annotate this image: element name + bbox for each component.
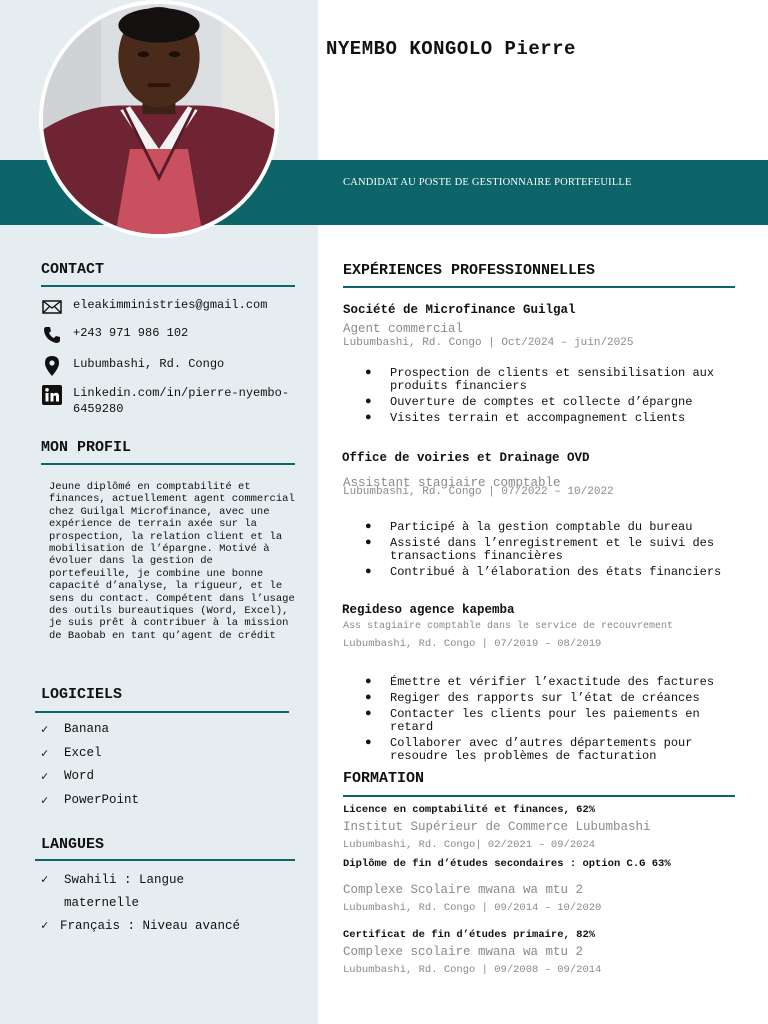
list-item: ● Émettre et vérifier l’exactitude des factures (365, 675, 715, 689)
education-school: Complexe Scolaire mwana wa mtu 2 (343, 883, 584, 897)
check-icon: ✓ (41, 793, 49, 808)
check-icon: ✓ (41, 770, 49, 784)
job-tasks (365, 521, 745, 582)
profile-heading: MON PROFIL (41, 439, 132, 456)
experience-heading: EXPÉRIENCES PROFESSIONNELLES (343, 262, 596, 279)
education-meta: Lubumbashi, Rd. Congo| 02/2021 – 09/2024 (343, 839, 596, 851)
candidate-name: NYEMBO KONGOLO Pierre (326, 38, 576, 60)
phone-icon (41, 325, 63, 345)
job-meta: Lubumbashi, Rd. Congo | 07/2019 – 08/2019 (343, 638, 602, 650)
contact-location-text: Lubumbashi, Rd. Congo (73, 357, 225, 371)
contact-phone[interactable] (41, 325, 293, 345)
contact-divider (41, 285, 295, 287)
contact-email-text: eleakimministries@gmail.com (73, 298, 268, 312)
check-icon: ✓ (41, 723, 49, 737)
languages-heading: LANGUES (41, 836, 105, 853)
education-heading: FORMATION (343, 770, 425, 787)
contact-linkedin[interactable] (41, 385, 293, 417)
list-item: ● Contribué à l’élaboration des états financiers (365, 565, 722, 579)
job-role: Ass stagiaire comptable dans le service de recouvrement (343, 621, 674, 632)
contact-location (41, 356, 293, 376)
job-target-subtitle: CANDIDAT AU POSTE DE GESTIONNAIRE PORTEFEUILLE (343, 177, 632, 188)
list-item: ● Regiger des rapports sur l’état de créances (365, 691, 700, 705)
profile-summary: Jeune diplômé en comptabilité et finances, actuellement agent commercial chez Guilgal Microfinance, avec une expérience de terrain axée sur la prospection, la relation client et la mobilisation de l’épargne. Motivé à évoluer dans la gestion de portefeuille, je combine une bonne capacité d’analyse, la rigueur, et le sens du contact. Compétent dans l’usage des outils bureautiques (Word, Excel), je suis prêt à contribuer à la mission de Baobab en tant qu’agent de crédit (49, 481, 295, 642)
list-item: ● Visites terrain et accompagnement clients (365, 411, 686, 425)
contact-heading: CONTACT (41, 261, 105, 278)
list-item: ✓ Banana (41, 722, 110, 737)
list-item: ● Ouverture de comptes et collecte d’épargne (365, 395, 693, 409)
list-item: ✓ Excel (41, 745, 102, 761)
job-role: Agent commercial (343, 322, 464, 336)
list-item: ● Contacter les clients pour les paiements en retard (365, 707, 700, 734)
check-icon: ✓ (41, 919, 49, 933)
check-icon: ✓ (41, 873, 49, 887)
list-item: ✓ Français : Niveau avancé (41, 915, 241, 938)
list-item: ✓ Word (41, 769, 95, 784)
job-tasks (365, 367, 745, 428)
education-degree: Licence en comptabilité et finances, 62% (343, 804, 596, 816)
list-item: ● Prospection de clients et sensibilisation aux produits financiers (365, 366, 715, 393)
education-divider (343, 795, 735, 797)
languages-divider (35, 859, 295, 861)
location-pin-icon (41, 356, 63, 376)
languages-list (41, 869, 241, 938)
job-role: Assistant stagiaire comptable (343, 476, 561, 490)
education-meta: Lubumbashi, Rd. Congo | 09/2014 – 10/2020 (343, 902, 602, 914)
list-item: ● Assisté dans l’enregistrement et le suivi des transactions financières (365, 536, 715, 563)
list-item: ✓ Swahili : Langue maternelle (41, 869, 241, 915)
software-heading: LOGICIELS (41, 686, 123, 703)
linkedin-icon (41, 385, 63, 405)
experience-divider (343, 286, 735, 288)
job-company: Office de voiries et Drainage OVD (342, 451, 590, 465)
education-degree: Diplôme de fin d’études secondaires : option C.G 63% (343, 858, 671, 870)
contact-email[interactable] (41, 297, 293, 317)
contact-linkedin-text: Linkedin.com/in/pierre-nyembo-6459280 (73, 386, 290, 416)
list-item: ● Collaborer avec d’autres départements pour resoudre les problèmes de facturation (365, 736, 693, 763)
job-company: Société de Microfinance Guilgal (343, 303, 576, 317)
education-degree: Certificat de fin d’études primaire, 82% (343, 929, 596, 941)
envelope-icon (41, 297, 63, 317)
education-meta: Lubumbashi, Rd. Congo | 09/2008 – 09/2014 (343, 964, 602, 976)
education-school: Complexe scolaire mwana wa mtu 2 (343, 945, 584, 959)
list-item: ✓ PowerPoint (41, 792, 140, 808)
software-list (41, 722, 139, 816)
job-meta: Lubumbashi, Rd. Congo | Oct/2024 – juin/2025 (343, 337, 634, 349)
education-school: Institut Supérieur de Commerce Lubumbashi (343, 820, 651, 834)
job-company: Regideso agence kapemba (342, 603, 515, 617)
profile-photo (39, 0, 279, 238)
job-tasks (365, 676, 745, 766)
contact-phone-text: +243 971 986 102 (73, 326, 189, 340)
check-icon: ✓ (41, 746, 49, 761)
job-meta: Lubumbashi, Rd. Congo | 07/2022 – 10/2022 (343, 486, 614, 498)
software-divider (35, 711, 289, 713)
list-item: ● Participé à la gestion comptable du bureau (365, 520, 693, 534)
profile-divider (41, 463, 295, 465)
